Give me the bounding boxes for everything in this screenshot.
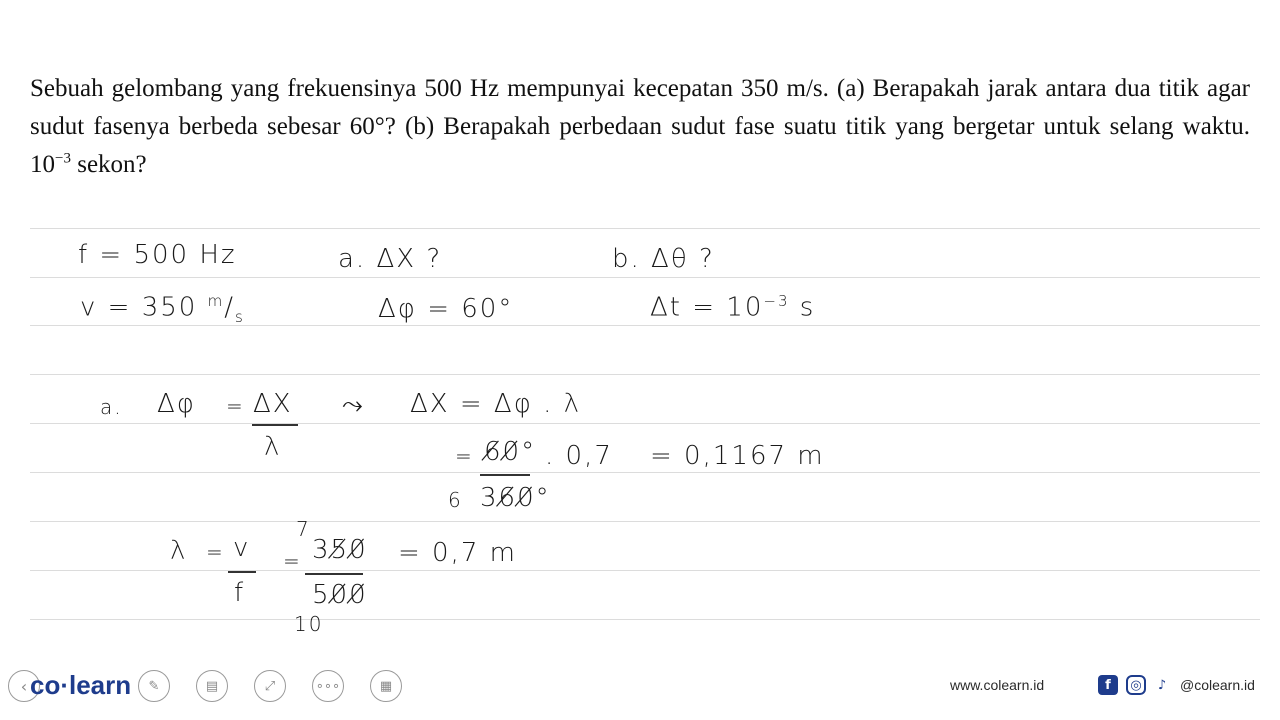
given-phase-difference: Δφ = 60° (378, 294, 514, 324)
solution-a-fraction-numerator: 6̸0̸° (484, 437, 537, 467)
fraction-bar (480, 474, 530, 476)
solution-a-numerator: ΔX (253, 389, 293, 419)
ruled-line (30, 228, 1260, 229)
more-options-icon[interactable]: ∘∘∘ (312, 670, 344, 702)
ruled-line (30, 619, 1260, 620)
part-a-question: a. ΔX ? (338, 244, 443, 274)
lambda-numerator: 35̸0̸ (312, 535, 368, 565)
pen-tool-icon[interactable]: ✎ (138, 670, 170, 702)
solution-a-rearranged: ΔX = Δφ . λ (410, 389, 582, 419)
lambda-lhs: λ (170, 536, 188, 566)
solution-a-fraction-denominator: 36̸0̸° (480, 483, 551, 513)
question-text (30, 70, 1250, 184)
lambda-equals: = (206, 540, 225, 564)
lambda-small-top: 7 (296, 517, 311, 541)
part-b-question: b. Δθ ? (612, 244, 715, 274)
facebook-icon[interactable]: f (1098, 675, 1118, 695)
ruled-line (30, 570, 1260, 571)
grid-tool-icon[interactable]: ▦ (370, 670, 402, 702)
ruled-line (30, 374, 1260, 375)
solution-a-denominator: λ (264, 432, 282, 462)
solution-a-label: a. (100, 395, 123, 419)
lambda-small-bottom: 10 (294, 612, 324, 636)
website-link[interactable]: www.colearn.id (950, 677, 1045, 693)
question-part1: Sebuah gelombang yang frekuensinya 500 Hz mempunyai kecepatan 350 m/s. (a) Berapakah jarak antara dua titik agar sudut fasenya berbeda sebesar 60°? (b) Berapakah perbedaan sudut fase suatu titik yang bergetar untuk selang waktu. 10 (30, 75, 1250, 178)
ruled-line (30, 277, 1260, 278)
social-handle: @colearn.id (1180, 677, 1255, 693)
ruled-line (30, 423, 1260, 424)
ruled-line (30, 521, 1260, 522)
ruled-line (30, 472, 1260, 473)
question-part2: sekon? (70, 151, 147, 178)
question-exponent: −3 (55, 150, 71, 167)
solution-a-multiplier: . 0,7 (545, 441, 613, 471)
fraction-bar (252, 424, 298, 426)
lambda-result: = 0,7 m (398, 538, 517, 568)
lambda-denominator: 50̸0̸ (312, 580, 368, 610)
lambda-v: v (233, 533, 251, 563)
solution-a-result: = 0,1167 m (650, 441, 825, 471)
tiktok-icon[interactable]: ♪ (1157, 677, 1167, 693)
lambda-f: f (234, 578, 246, 608)
fraction-bar (228, 571, 256, 573)
solution-a-lhs: Δφ (157, 389, 196, 419)
given-time-interval: $\Delta t = 10^{-3}$ s (650, 292, 816, 323)
given-velocity: v = 350 $^m/_s$ (80, 292, 245, 326)
solution-a-equals: = (226, 394, 245, 418)
arrow-icon: ⤳ (342, 390, 365, 420)
instagram-icon[interactable]: ◎ (1126, 675, 1146, 695)
lambda-equals-2: = (283, 549, 302, 573)
solution-a-den-prefix: 6 (448, 488, 463, 512)
keyboard-tool-icon[interactable]: ▤ (196, 670, 228, 702)
fraction-bar (305, 573, 363, 575)
prev-arrow-icon[interactable]: ‹ (8, 670, 40, 702)
given-frequency: f = 500 Hz (78, 240, 237, 270)
resize-tool-icon[interactable]: ⤢ (254, 670, 286, 702)
solution-a-step-equals: = (455, 444, 474, 468)
colearn-logo: co·learn (30, 670, 132, 700)
